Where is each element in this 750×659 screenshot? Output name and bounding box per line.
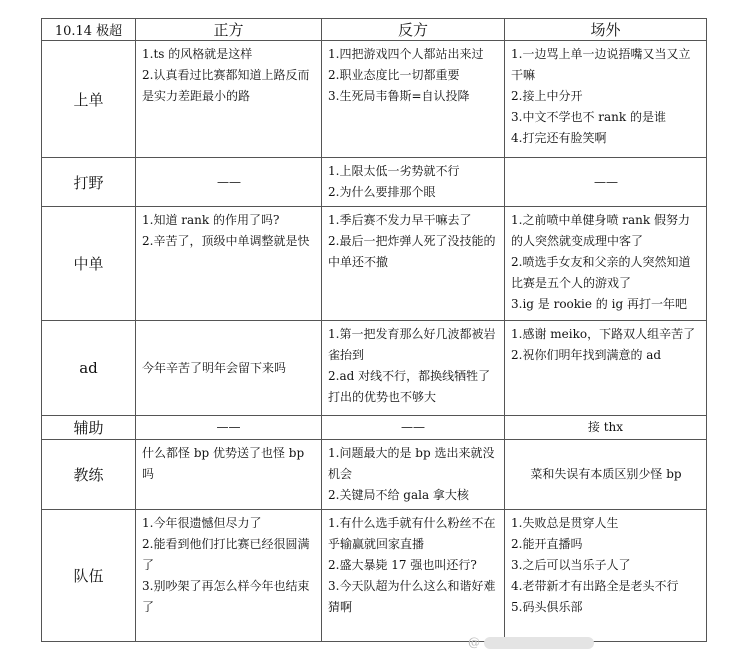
cell-top-outside (505, 41, 707, 158)
text-line: 2.关键局不给 gala 拿大核 (328, 488, 469, 502)
cell-support-pro (136, 416, 322, 440)
row-label-team: 队伍 (42, 510, 136, 642)
text-line: 2.最后一把炸弹人死了没技能的中单还不撤 (328, 234, 496, 269)
dash-mark: —— (217, 174, 241, 189)
cell-ad-outside (505, 321, 707, 416)
cell-coach-pro (136, 440, 322, 510)
row-label-support: 辅助 (42, 416, 136, 440)
header-con: 反方 (322, 19, 505, 41)
row-label-coach: 教练 (42, 440, 136, 510)
text-line: 1.一边骂上单一边说捂嘴又当又立干嘛 (511, 47, 691, 82)
comparison-table (41, 18, 707, 642)
cell-top-pro (136, 41, 322, 158)
cell-mid-con (322, 207, 505, 321)
text-line: 3.ig 是 rookie 的 ig 再打一年吧 (511, 297, 687, 311)
text-line: 1.ts 的风格就是这样 (142, 47, 253, 61)
text-line: 2.盛大暴毙 17 强也叫还行? (328, 558, 477, 572)
text-line: 4.打完还有脸笑啊 (511, 131, 607, 145)
text-line: 2.祝你们明年找到满意的 ad (511, 348, 662, 362)
cell-ad-pro (136, 321, 322, 416)
text-line: 2.ad 对线不行，都换线牺牲了打出的优势也不够大 (328, 369, 491, 404)
text-line: 1.感谢 meiko，下路双人组辛苦了 (511, 327, 696, 341)
row-coach (42, 440, 707, 510)
cell-jungle-outside (505, 158, 707, 207)
header-outside: 场外 (505, 19, 707, 41)
watermark (468, 631, 618, 653)
text-line: 今年辛苦了明年会留下来吗 (142, 360, 287, 375)
text-line: 2.能看到他们打比赛已经很圆满了 (142, 537, 310, 572)
text-line: 1.季后赛不发力早干嘛去了 (328, 213, 472, 227)
text-line: 3.别吵架了再怎么样今年也结束了 (142, 579, 310, 614)
cell-support-outside: 接 thx (505, 416, 707, 440)
text-line: 1.上限太低一劣势就不行 (328, 164, 460, 178)
row-label-mid: 中单 (42, 207, 136, 321)
text-line: 2.职业态度比一切都重要 (328, 68, 460, 82)
cell-jungle-con (322, 158, 505, 207)
dash-mark: —— (594, 174, 618, 189)
text-line: 什么都怪 bp 优势送了也怪 bp 吗 (142, 446, 305, 481)
row-support (42, 416, 707, 440)
header-corner: 10.14 极超 (42, 19, 136, 41)
row-label-ad: ad (42, 321, 136, 416)
cell-coach-con (322, 440, 505, 510)
cell-top-con (322, 41, 505, 158)
text-line: 4.老带新才有出路全是老头不行 (511, 579, 679, 593)
cell-mid-outside (505, 207, 707, 321)
cell-mid-pro (136, 207, 322, 321)
cell-team-pro (136, 510, 322, 642)
cell-ad-con (322, 321, 505, 416)
text-line: 1.第一把发育那么好几波都被岩雀抬到 (328, 327, 496, 362)
text-line: 2.接上中分开 (511, 89, 583, 103)
text-line: 1.今年很遗憾但尽力了 (142, 516, 262, 530)
watermark-at: @ (468, 635, 480, 649)
dash-mark: —— (216, 420, 241, 434)
text-line: 1.失败总是贯穿人生 (511, 516, 619, 530)
row-label-jungle: 打野 (42, 158, 136, 207)
cell-coach-outside: 菜和失误有本质区别少怪 bp (505, 440, 707, 510)
dash-mark: —— (401, 420, 425, 434)
cell-jungle-pro (136, 158, 322, 207)
row-label-top: 上单 (42, 41, 136, 158)
watermark-blur (484, 637, 594, 649)
text-line: 2.为什么要排那个眼 (328, 185, 436, 199)
text-line: 1.知道 rank 的作用了吗? (142, 213, 280, 227)
row-mid (42, 207, 707, 321)
header-pro: 正方 (136, 19, 322, 41)
row-jungle (42, 158, 707, 207)
cell-support-con (322, 416, 505, 440)
text-line: 3.生死局韦鲁斯=自认投降 (328, 89, 470, 103)
cell-team-con (322, 510, 505, 642)
text-line: 2.喷选手女友和父亲的人突然知道比赛是五个人的游戏了 (511, 255, 691, 290)
text-line: 1.四把游戏四个人都站出来过 (328, 47, 484, 61)
text-line: 2.认真看过比赛都知道上路反而是实力差距最小的路 (142, 68, 310, 103)
text-line: 2.辛苦了，顶级中单调整就是快 (142, 234, 310, 248)
row-team (42, 510, 707, 642)
text-line: 3.今天队超为什么这么和谐好难猜啊 (328, 579, 496, 614)
text-line: 1.有什么选手就有什么粉丝不在乎输赢就回家直播 (328, 516, 496, 551)
cell-team-outside (505, 510, 707, 642)
text-line: 3.中文不学也不 rank 的是谁 (511, 110, 666, 124)
row-ad (42, 321, 707, 416)
row-top (42, 41, 707, 158)
text-line: 5.码头俱乐部 (511, 600, 583, 614)
text-line: 1.问题最大的是 bp 选出来就没机会 (328, 446, 495, 481)
comparison-sheet (41, 18, 706, 642)
text-line: 1.之前喷中单健身喷 rank 假努力的人突然就变成理中客了 (511, 213, 690, 248)
text-line: 2.能开直播吗 (511, 537, 583, 551)
header-row (42, 19, 707, 41)
text-line: 3.之后可以当乐子人了 (511, 558, 631, 572)
